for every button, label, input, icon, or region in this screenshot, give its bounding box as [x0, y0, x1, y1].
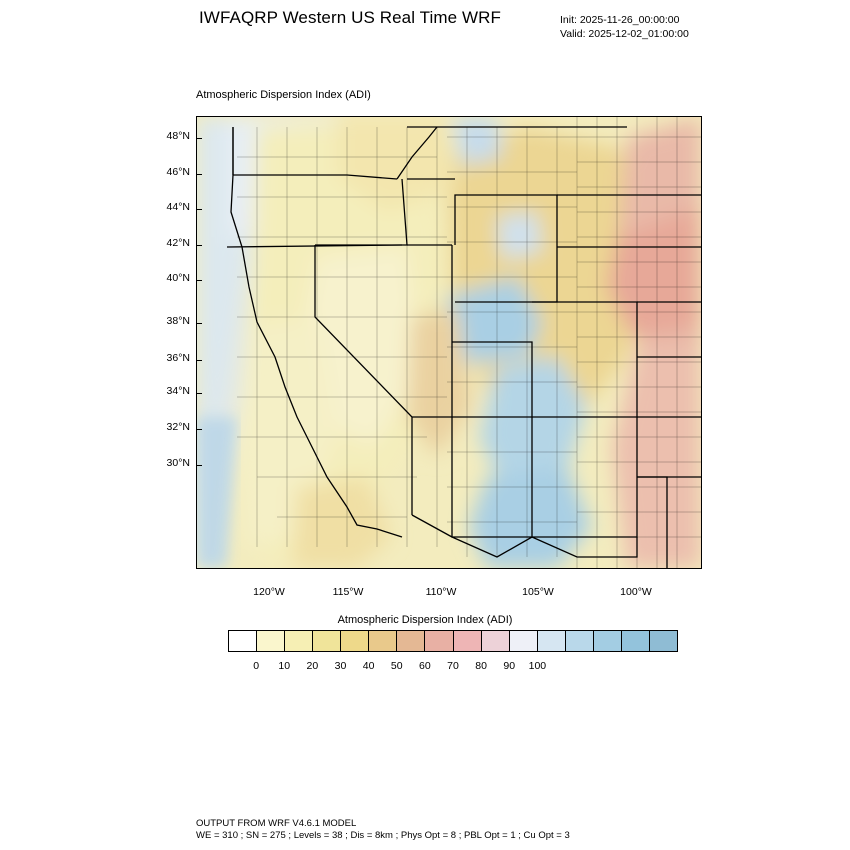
colorbar-swatch-8	[454, 631, 482, 651]
xtick-label: 100°W	[620, 586, 652, 598]
xtick-label: 110°W	[425, 586, 457, 598]
ytick-label: 38°N	[166, 315, 190, 327]
colorbar-tick-labels	[228, 660, 678, 674]
ytick-mark	[197, 138, 202, 139]
ytick-label: 30°N	[166, 457, 190, 469]
xtick-label: 120°W	[253, 586, 285, 598]
colorbar-swatch-7	[425, 631, 453, 651]
colorbar-swatch-1	[257, 631, 285, 651]
colorbar-swatch-6	[397, 631, 425, 651]
colorbar-tick-label: 10	[278, 660, 291, 672]
ytick-label: 46°N	[166, 166, 190, 178]
colorbar-swatch-4	[341, 631, 369, 651]
colorbar-swatch-5	[369, 631, 397, 651]
ytick-mark	[197, 245, 202, 246]
ytick-label: 32°N	[166, 421, 190, 433]
plot-title: Atmospheric Dispersion Index (ADI)	[196, 89, 371, 101]
ytick-label: 42°N	[166, 237, 190, 249]
colorbar-tick-label: 30	[334, 660, 347, 672]
colorbar-swatch-11	[538, 631, 566, 651]
valid-time-label: Valid: 2025-12-02_01:00:00	[560, 28, 689, 40]
init-time-label: Init: 2025-11-26_00:00:00	[560, 14, 680, 26]
footer-line-2: WE = 310 ; SN = 275 ; Levels = 38 ; Dis = 8km ; Phys Opt = 8 ; PBL Opt = 1 ; Cu Opt = 3	[196, 830, 570, 841]
colorbar-swatch-12	[566, 631, 594, 651]
ytick-mark	[197, 280, 202, 281]
ytick-mark	[197, 360, 202, 361]
colorbar-tick-label: 60	[419, 660, 431, 672]
colorbar-title: Atmospheric Dispersion Index (ADI)	[337, 614, 513, 626]
colorbar-swatch-9	[482, 631, 510, 651]
map-plot-area	[196, 116, 702, 569]
model-info-footer	[196, 818, 570, 842]
ytick-mark	[197, 429, 202, 430]
ytick-mark	[197, 209, 202, 210]
colorbar-swatch-0	[229, 631, 257, 651]
ytick-label: 44°N	[166, 201, 190, 213]
xtick-label: 115°W	[332, 586, 364, 598]
colorbar-swatch-14	[622, 631, 650, 651]
colorbar-tick-label: 0	[253, 660, 260, 672]
colorbar-tick-label: 100	[528, 660, 547, 672]
colorbar-swatch-3	[313, 631, 341, 651]
ytick-mark	[197, 174, 202, 175]
colorbar-swatch-10	[510, 631, 538, 651]
ytick-label: 34°N	[166, 385, 190, 397]
colorbar-swatch-2	[285, 631, 313, 651]
colorbar-tick-label: 80	[475, 660, 487, 672]
colorbar-tick-label: 20	[306, 660, 319, 672]
colorbar-swatch-15	[650, 631, 677, 651]
xtick-label: 105°W	[522, 586, 554, 598]
ytick-mark	[197, 465, 202, 466]
adi-heatmap	[197, 117, 701, 568]
ytick-mark	[197, 393, 202, 394]
ytick-label: 48°N	[166, 130, 190, 142]
footer-line-1: OUTPUT FROM WRF V4.6.1 MODEL	[196, 818, 357, 829]
colorbar-tick-label: 50	[390, 660, 403, 672]
colorbar-tick-label: 90	[503, 660, 516, 672]
ytick-mark	[197, 323, 202, 324]
ytick-label: 36°N	[166, 352, 190, 364]
colorbar-tick-label: 70	[447, 660, 459, 672]
page-title: IWFAQRP Western US Real Time WRF	[198, 8, 501, 27]
ytick-label: 40°N	[166, 272, 190, 284]
colorbar	[228, 630, 678, 652]
colorbar-tick-label: 40	[362, 660, 375, 672]
colorbar-swatch-13	[594, 631, 622, 651]
